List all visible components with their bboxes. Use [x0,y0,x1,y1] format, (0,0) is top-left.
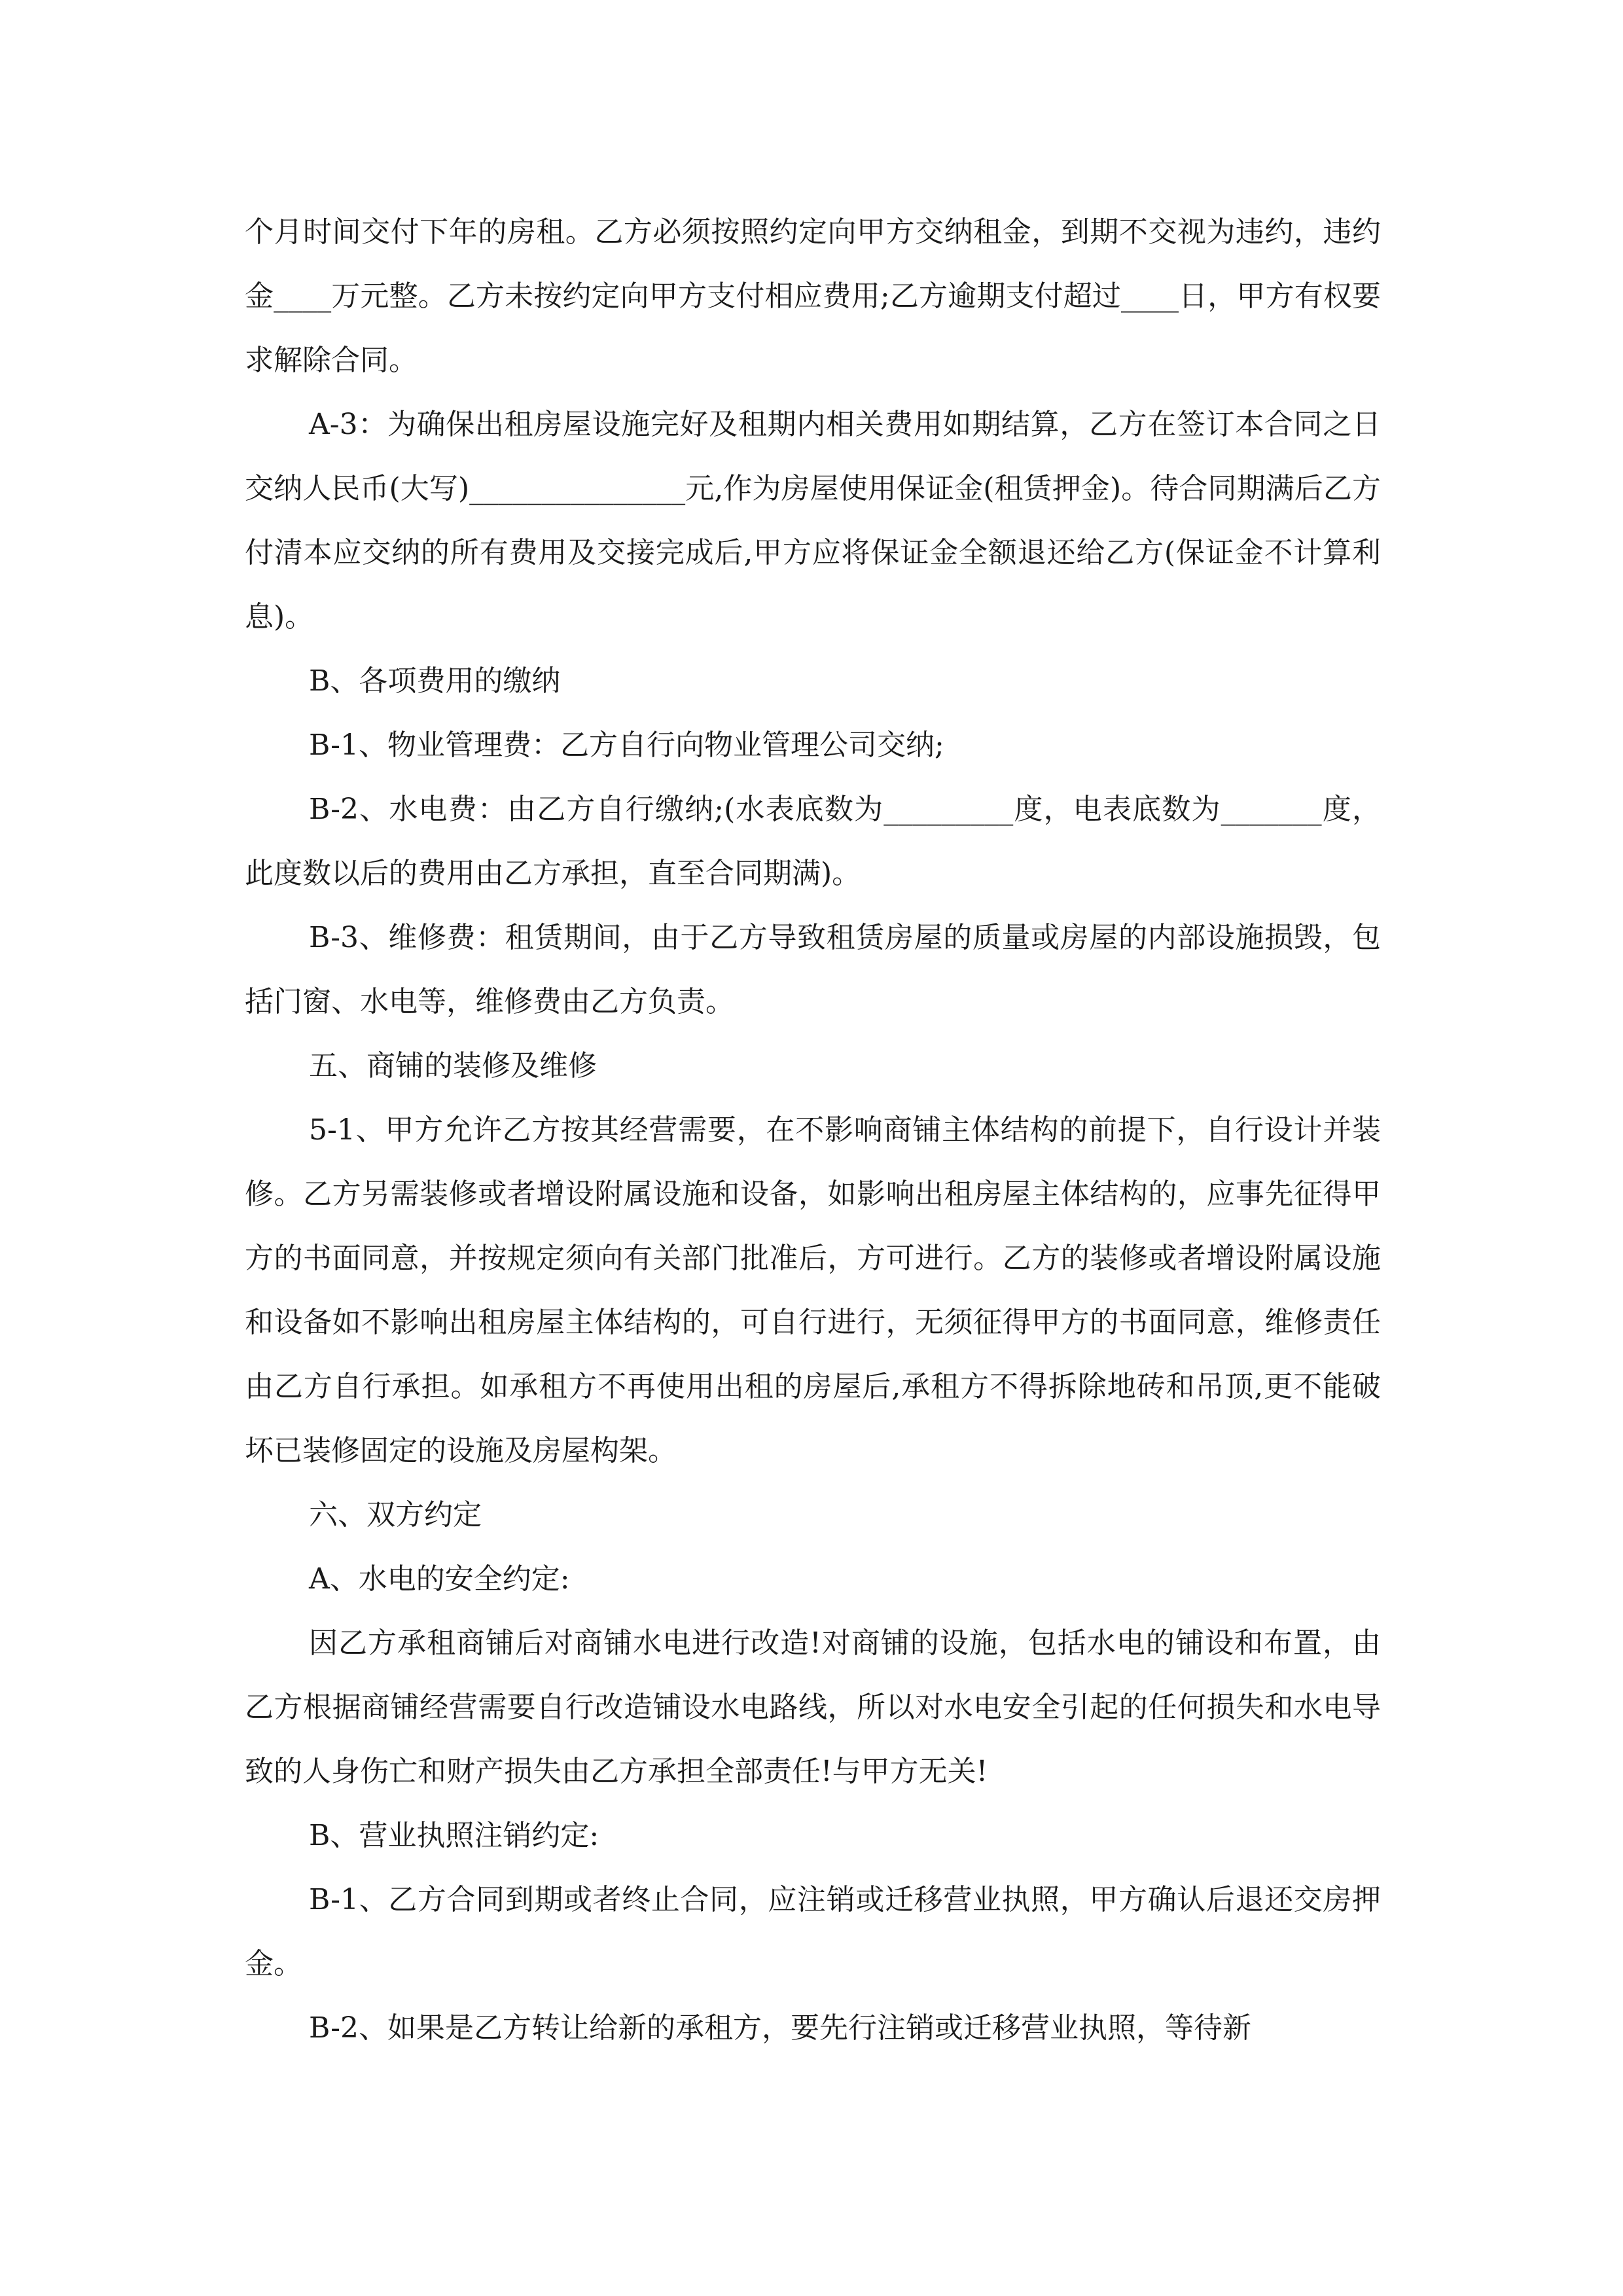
heading-section-6: 六、双方约定 [309,1498,482,1532]
paragraph-b1-property-fee: B-1、物业管理费：乙方自行向物业管理公司交纳; [309,728,944,762]
heading-a-safety: A、水电的安全约定: [309,1562,570,1596]
paragraph-b2-utilities: B-2、水电费：由乙方自行缴纳;(水表底数为_________度，电表底数为_______度，此度数以后的费用由乙方承担，直至合同期满)。 [245,793,1381,890]
heading-b-license: B、营业执照注销约定: [309,1819,599,1852]
heading-b-fees: B、各项费用的缴纳 [309,664,561,698]
heading-section-5: 五、商铺的装修及维修 [309,1049,597,1083]
paragraph-a3-deposit: A-3：为确保出租房屋设施完好及租期内相关费用如期结算，乙方在签订本合同之日交纳人民币(大写)_______________元,作为房屋使用保证金(租赁押金)。待合同期满后乙方付清本应交纳的所有费用及交接完成后,甲方应将保证金全额退还给乙方(保证金不计算利息)。 [245,408,1381,634]
document-body [245,200,1381,2060]
paragraph-safety-terms: 因乙方承租商铺后对商铺水电进行改造!对商铺的设施，包括水电的铺设和布置，由乙方根据商铺经营需要自行改造铺设水电路线，所以对水电安全引起的任何损失和水电导致的人身伤亡和财产损失由乙方承担全部责任!与甲方无关! [245,1626,1381,1788]
paragraph-b3-maintenance: B-3、维修费：租赁期间，由于乙方导致租赁房屋的质量或房屋的内部设施损毁，包括门窗、水电等，维修费由乙方负责。 [245,921,1381,1018]
paragraph-rent-payment: 个月时间交付下年的房租。乙方必须按照约定向甲方交纳租金，到期不交视为违约，违约金____万元整。乙方未按约定向甲方支付相应费用;乙方逾期支付超过____日，甲方有权要求解除合同。 [245,215,1381,377]
paragraph-b2-transfer: B-2、如果是乙方转让给新的承租方，要先行注销或迁移营业执照，等待新 [309,2011,1252,2045]
paragraph-b1-license: B-1、乙方合同到期或者终止合同，应注销或迁移营业执照，甲方确认后退还交房押金。 [245,1883,1381,1981]
paragraph-5-1-renovation: 5-1、甲方允许乙方按其经营需要，在不影响商铺主体结构的前提下，自行设计并装修。乙方另需装修或者增设附属设施和设备，如影响出租房屋主体结构的，应事先征得甲方的书面同意，并按规定须向有关部门批准后，方可进行。乙方的装修或者增设附属设施和设备如不影响出租房屋主体结构的，可自行进行，无须征得甲方的书面同意，维修责任由乙方自行承担。如承租方不再使用出租的房屋后,承租方不得拆除地砖和吊顶,更不能破坏已装修固定的设施及房屋构架。 [245,1113,1381,1467]
